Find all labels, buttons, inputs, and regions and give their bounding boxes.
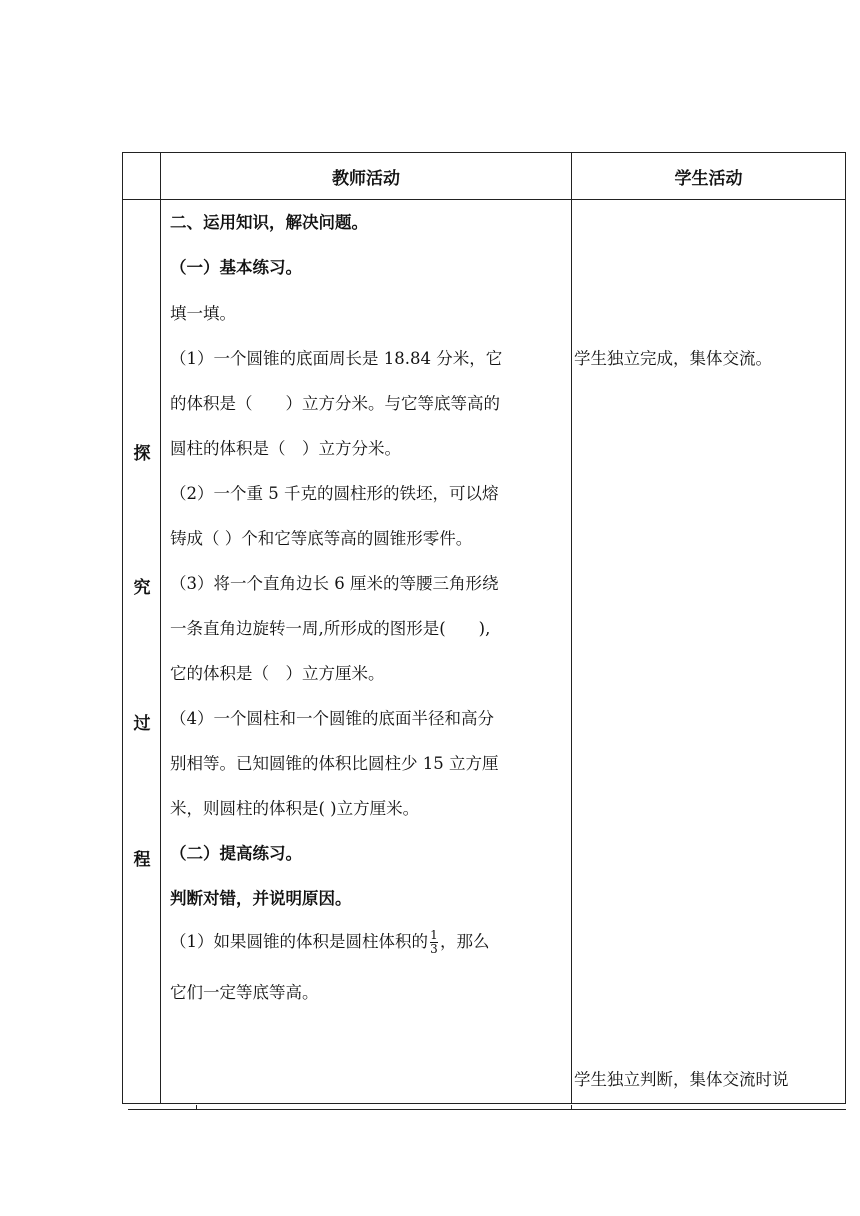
q3-line-3: 它的体积是（ ）立方厘米。: [170, 664, 385, 683]
q1-line-2: 的体积是（ ）立方分米。与它等底等高的: [170, 394, 500, 413]
judge-intro: 判断对错，并说明原因。: [170, 889, 352, 908]
q4-line-3: 米，则圆柱的体积是( )立方厘米。: [170, 799, 420, 818]
q2-line-1: （2）一个重 5 千克的圆柱形的铁坯，可以熔: [170, 484, 499, 503]
section-title: 二、运用知识，解决问题。: [170, 213, 368, 232]
q2-line-2: 铸成（ ）个和它等底等高的圆锥形零件。: [170, 529, 473, 548]
header-col1: [123, 153, 160, 199]
fraction-denominator: 3: [430, 942, 438, 956]
judge-q1-line-1: [170, 929, 570, 956]
judge-q1-text-a: （1）如果圆锥的体积是圆柱体积的: [170, 932, 428, 951]
side-label-char-1: 探: [133, 444, 151, 464]
basic-practice-title: （一）基本练习。: [170, 258, 302, 277]
q3-line-1: （3）将一个直角边长 6 厘米的等腰三角形绕: [170, 574, 499, 593]
side-label-char-4: 程: [133, 850, 151, 870]
fraction-numerator: 1: [430, 928, 438, 942]
advanced-practice-title: （二）提高练习。: [170, 844, 302, 863]
header-divider: [123, 199, 845, 200]
next-table-top-rule: [128, 1109, 846, 1110]
judge-q1-line-2: 它们一定等底等高。: [170, 983, 319, 1002]
one-third-fraction: [430, 929, 438, 956]
q4-line-1: （4）一个圆柱和一个圆锥的底面半径和高分: [170, 709, 494, 728]
next-table-tick-1: [196, 1105, 197, 1109]
side-label-char-3: 过: [133, 714, 151, 734]
fill-intro: 填一填。: [170, 304, 236, 323]
q1-line-1: （1）一个圆锥的底面周长是 18.84 分米，它: [170, 349, 503, 368]
side-label-char-2: 究: [133, 578, 151, 598]
student-activity-2: 学生独立判断，集体交流时说: [574, 1070, 789, 1089]
q3-line-2: 一条直角边旋转一周,所形成的图形是( ),: [170, 619, 491, 638]
student-activity-1: 学生独立完成，集体交流。: [574, 349, 772, 368]
judge-q1-text-b: ，那么: [440, 932, 490, 951]
column-divider-1: [160, 153, 161, 1103]
q4-line-2: 别相等。已知圆锥的体积比圆柱少 15 立方厘: [170, 754, 499, 773]
next-table-tick-2: [571, 1105, 572, 1109]
column-divider-2: [571, 153, 572, 1103]
header-teacher-activity: 教师活动: [332, 168, 400, 189]
header-student-activity: 学生活动: [674, 168, 743, 189]
q1-line-3: 圆柱的体积是（ ）立方分米。: [170, 439, 401, 458]
